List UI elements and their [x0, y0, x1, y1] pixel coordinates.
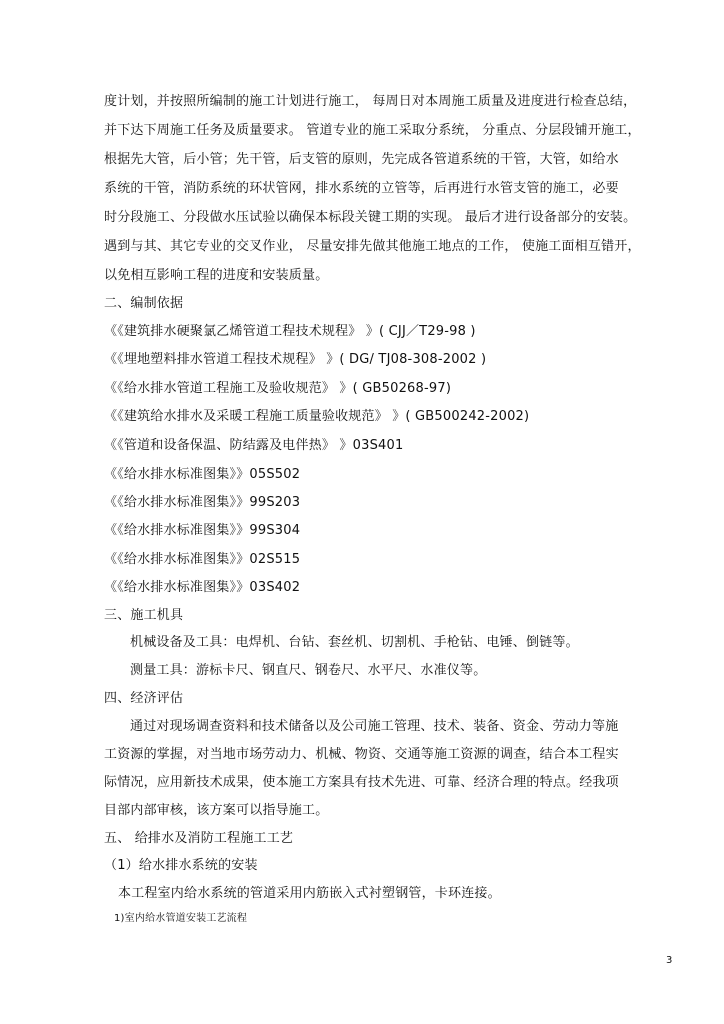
reference-item: 《《给水排水标准图集》》99S304 — [104, 523, 301, 538]
tool-item: 机械设备及工具：电焊机、台钻、套丝机、切割机、手枪钻、电锤、倒链等。 — [130, 635, 579, 650]
tool-item: 测量工具：游标卡尺、钢直尺、钢卷尺、水平尺、水准仪等。 — [130, 663, 487, 678]
reference-item: 《《给水排水标准图集》》99S203 — [104, 495, 301, 510]
reference-item: 《《给水排水标准图集》》02S515 — [104, 552, 301, 567]
paragraph-line: 系统的干管，消防系统的环状管网，排水系统的立管等，后再进行水管支管的施工，必要 — [104, 181, 619, 196]
paragraph-line: 时分段施工、分段做水压试验以确保本标段关键工期的实现。 最后才进行设备部分的安装。 — [104, 210, 637, 225]
section-heading: 四、经济评估 — [104, 691, 184, 706]
section-heading: 五、 给排水及消防工程施工工艺 — [104, 831, 294, 846]
reference-item: 《《给水排水管道工程施工及验收规范》 》( GB50268-97) — [104, 381, 452, 396]
reference-item: 《《建筑排水硬聚氯乙烯管道工程技术规程》 》( CJJ／T29-98 ) — [104, 324, 476, 339]
paragraph-line: 度计划，并按照所编制的施工计划进行施工， 每周日对本周施工质量及进度进行检查总结， — [104, 94, 637, 109]
subsection-heading: （1）给水排水系统的安装 — [104, 858, 258, 873]
reference-item: 《《给水排水标准图集》》05S502 — [104, 467, 301, 482]
paragraph-line: 本工程室内给水系统的管道采用内筋嵌入式衬塑钢管，卡环连接。 — [118, 886, 501, 901]
page-number: 3 — [666, 955, 673, 966]
paragraph-line: 根据先大管，后小管；先干管，后支管的原则，先完成各管道系统的干管，大管，如给水 — [104, 152, 619, 167]
paragraph-line: 际情况，应用新技术成果，使本施工方案具有技术先进、可靠、经济合理的特点。经我项 — [104, 775, 619, 790]
paragraph-line: 并下达下周施工任务及质量要求。 管道专业的施工采取分系统， 分重点、分层段铺开施工， — [104, 123, 641, 138]
reference-item: 《《给水排水标准图集》》03S402 — [104, 580, 301, 595]
paragraph-line: 遇到与其、其它专业的交叉作业， 尽量安排先做其他施工地点的工作， 使施工面相互错开， — [104, 239, 641, 254]
subsubsection-heading: 1)室内给水管道安装工艺流程 — [114, 913, 248, 924]
paragraph-line: 以免相互影响工程的进度和安装质量。 — [104, 268, 329, 283]
reference-item: 《《埋地塑料排水管道工程技术规程》 》( DG/ TJ08-308-2002 ) — [104, 352, 487, 367]
paragraph-line: 工资源的掌握，对当地市场劳动力、机械、物资、交通等施工资源的调查，结合本工程实 — [104, 747, 619, 762]
section-heading: 二、编制依据 — [104, 296, 184, 311]
section-heading: 三、施工机具 — [104, 608, 184, 623]
paragraph-line: 目部内部审核，该方案可以指导施工。 — [104, 803, 329, 818]
paragraph-line: 通过对现场调查资料和技术储备以及公司施工管理、技术、装备、资金、劳动力等施 — [130, 719, 619, 734]
reference-item: 《《管道和设备保温、防结露及电伴热》 》03S401 — [104, 438, 404, 453]
reference-item: 《《建筑给水排水及采暖工程施工质量验收规范》 》( GB500242-2002) — [104, 409, 530, 424]
